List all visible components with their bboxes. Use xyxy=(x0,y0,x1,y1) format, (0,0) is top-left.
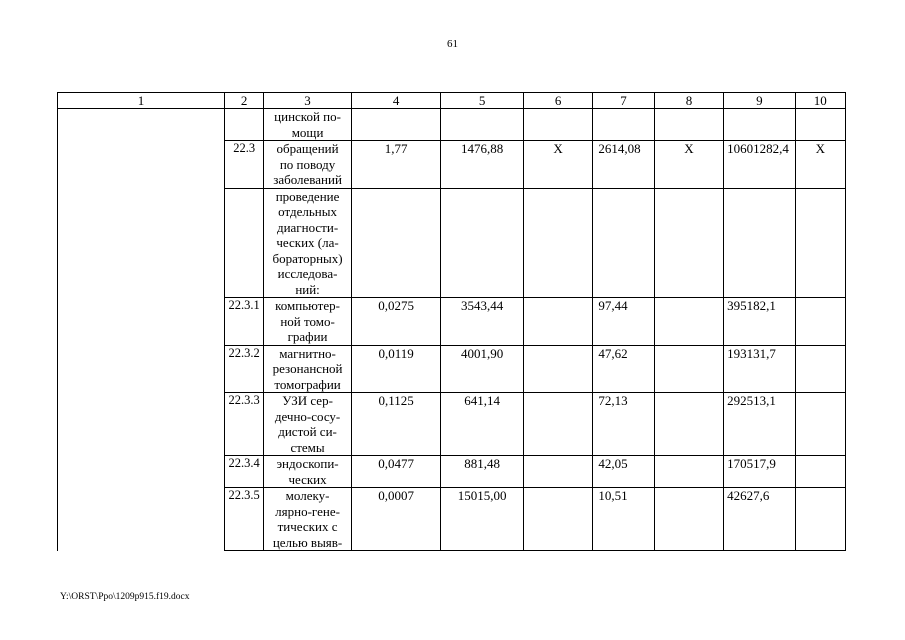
column-header: 1 xyxy=(58,93,225,109)
value-cell: 10,51 xyxy=(593,488,654,551)
value-cell: 170517,9 xyxy=(724,456,795,488)
value-cell xyxy=(654,298,723,346)
value-cell xyxy=(795,345,845,393)
row-number-cell: 22.3.3 xyxy=(225,393,264,456)
description-line: обращений xyxy=(276,141,339,156)
value-cell: 15015,00 xyxy=(441,488,524,551)
description-line: магнитно- xyxy=(279,345,336,361)
column-header: 10 xyxy=(795,93,845,109)
page-number: 61 xyxy=(447,38,458,50)
value-cell: 1,77 xyxy=(351,141,441,189)
value-cell xyxy=(523,456,592,488)
column-header: 3 xyxy=(264,93,352,109)
description-line: по поводу xyxy=(279,156,336,172)
description-line: дечно-сосу- xyxy=(274,408,341,424)
value-cell xyxy=(523,188,592,298)
value-cell xyxy=(654,109,723,141)
row-number-cell: 22.3.1 xyxy=(225,298,264,346)
column-header: 4 xyxy=(351,93,441,109)
description-cell xyxy=(264,488,352,551)
value-cell: 42627,6 xyxy=(724,488,795,551)
table-header-row xyxy=(58,93,846,109)
row-number-cell xyxy=(225,188,264,298)
description-cell xyxy=(264,109,352,141)
description-line: диагности- xyxy=(276,219,339,235)
value-cell xyxy=(654,345,723,393)
description-line: целью выяв- xyxy=(272,534,343,550)
value-cell xyxy=(795,188,845,298)
value-cell: Х xyxy=(523,141,592,189)
description-line: графии xyxy=(287,329,328,344)
value-cell: Х xyxy=(654,141,723,189)
description-line: томографии xyxy=(274,376,341,392)
description-cell xyxy=(264,393,352,456)
row-number-cell: 22.3.5 xyxy=(225,488,264,551)
description-line: молеку- xyxy=(285,488,330,503)
row-number-cell xyxy=(225,109,264,141)
value-cell: 1476,88 xyxy=(441,141,524,189)
description-line: отдельных xyxy=(278,204,337,219)
value-cell: 72,13 xyxy=(593,393,654,456)
value-cell xyxy=(795,109,845,141)
value-cell: 0,0007 xyxy=(351,488,441,551)
description-cell xyxy=(264,141,352,189)
value-cell xyxy=(593,188,654,298)
description-line: ной томо- xyxy=(280,313,335,329)
description-line: проведение xyxy=(275,188,340,204)
description-line: исследова- xyxy=(277,266,338,281)
value-cell: 0,0477 xyxy=(351,456,441,488)
description-line: дистой си- xyxy=(278,424,337,439)
column-header: 8 xyxy=(654,93,723,109)
value-cell: 0,0119 xyxy=(351,345,441,393)
value-cell: 2614,08 xyxy=(593,141,654,189)
value-cell: 641,14 xyxy=(441,393,524,456)
footer-file-path: Y:\ORST\Ppo\1209p915.f19.docx xyxy=(60,592,190,602)
value-cell xyxy=(654,188,723,298)
value-cell xyxy=(523,393,592,456)
description-line: стемы xyxy=(290,439,325,455)
value-cell xyxy=(795,488,845,551)
value-cell xyxy=(351,188,441,298)
description-line: резонансной xyxy=(272,361,343,376)
value-cell: 10601282,4 xyxy=(724,141,795,189)
table-row xyxy=(58,109,846,141)
description-line: ческих xyxy=(288,471,327,487)
first-column-cell xyxy=(58,109,225,551)
description-line: компьютер- xyxy=(275,298,340,313)
description-line: цинской по- xyxy=(274,109,341,124)
description-cell xyxy=(264,456,352,488)
value-cell xyxy=(523,488,592,551)
value-cell xyxy=(523,298,592,346)
description-line: эндоскопи- xyxy=(276,456,339,471)
description-line: ний: xyxy=(295,281,320,297)
value-cell xyxy=(795,298,845,346)
value-cell xyxy=(795,393,845,456)
value-cell xyxy=(724,109,795,141)
value-cell: 193131,7 xyxy=(724,345,795,393)
row-number-cell: 22.3.4 xyxy=(225,456,264,488)
description-line: мощи xyxy=(291,124,324,140)
value-cell xyxy=(724,188,795,298)
column-header: 9 xyxy=(724,93,795,109)
row-number-cell: 22.3 xyxy=(225,141,264,189)
value-cell: 4001,90 xyxy=(441,345,524,393)
value-cell: 47,62 xyxy=(593,345,654,393)
value-cell: 292513,1 xyxy=(724,393,795,456)
description-line: тических с xyxy=(277,519,338,534)
value-cell xyxy=(593,109,654,141)
description-cell xyxy=(264,188,352,298)
description-cell xyxy=(264,298,352,346)
description-cell xyxy=(264,345,352,393)
value-cell: 395182,1 xyxy=(724,298,795,346)
description-line: бораторных) xyxy=(272,250,343,266)
column-header: 2 xyxy=(225,93,264,109)
value-cell: 881,48 xyxy=(441,456,524,488)
value-cell xyxy=(654,393,723,456)
value-cell xyxy=(441,188,524,298)
data-table xyxy=(57,92,846,551)
row-number-cell: 22.3.2 xyxy=(225,345,264,393)
value-cell: Х xyxy=(795,141,845,189)
description-line: заболеваний xyxy=(273,172,342,187)
value-cell xyxy=(523,109,592,141)
value-cell xyxy=(654,456,723,488)
value-cell xyxy=(351,109,441,141)
value-cell: 3543,44 xyxy=(441,298,524,346)
description-line: УЗИ сер- xyxy=(282,393,333,408)
description-line: лярно-гене- xyxy=(275,503,340,519)
column-header: 5 xyxy=(441,93,524,109)
value-cell xyxy=(441,109,524,141)
value-cell: 42,05 xyxy=(593,456,654,488)
value-cell xyxy=(795,456,845,488)
column-header: 6 xyxy=(523,93,592,109)
value-cell: 0,0275 xyxy=(351,298,441,346)
column-header: 7 xyxy=(593,93,654,109)
value-cell xyxy=(654,488,723,551)
value-cell xyxy=(523,345,592,393)
value-cell: 0,1125 xyxy=(351,393,441,456)
description-line: ческих (ла- xyxy=(276,235,339,250)
value-cell: 97,44 xyxy=(593,298,654,346)
